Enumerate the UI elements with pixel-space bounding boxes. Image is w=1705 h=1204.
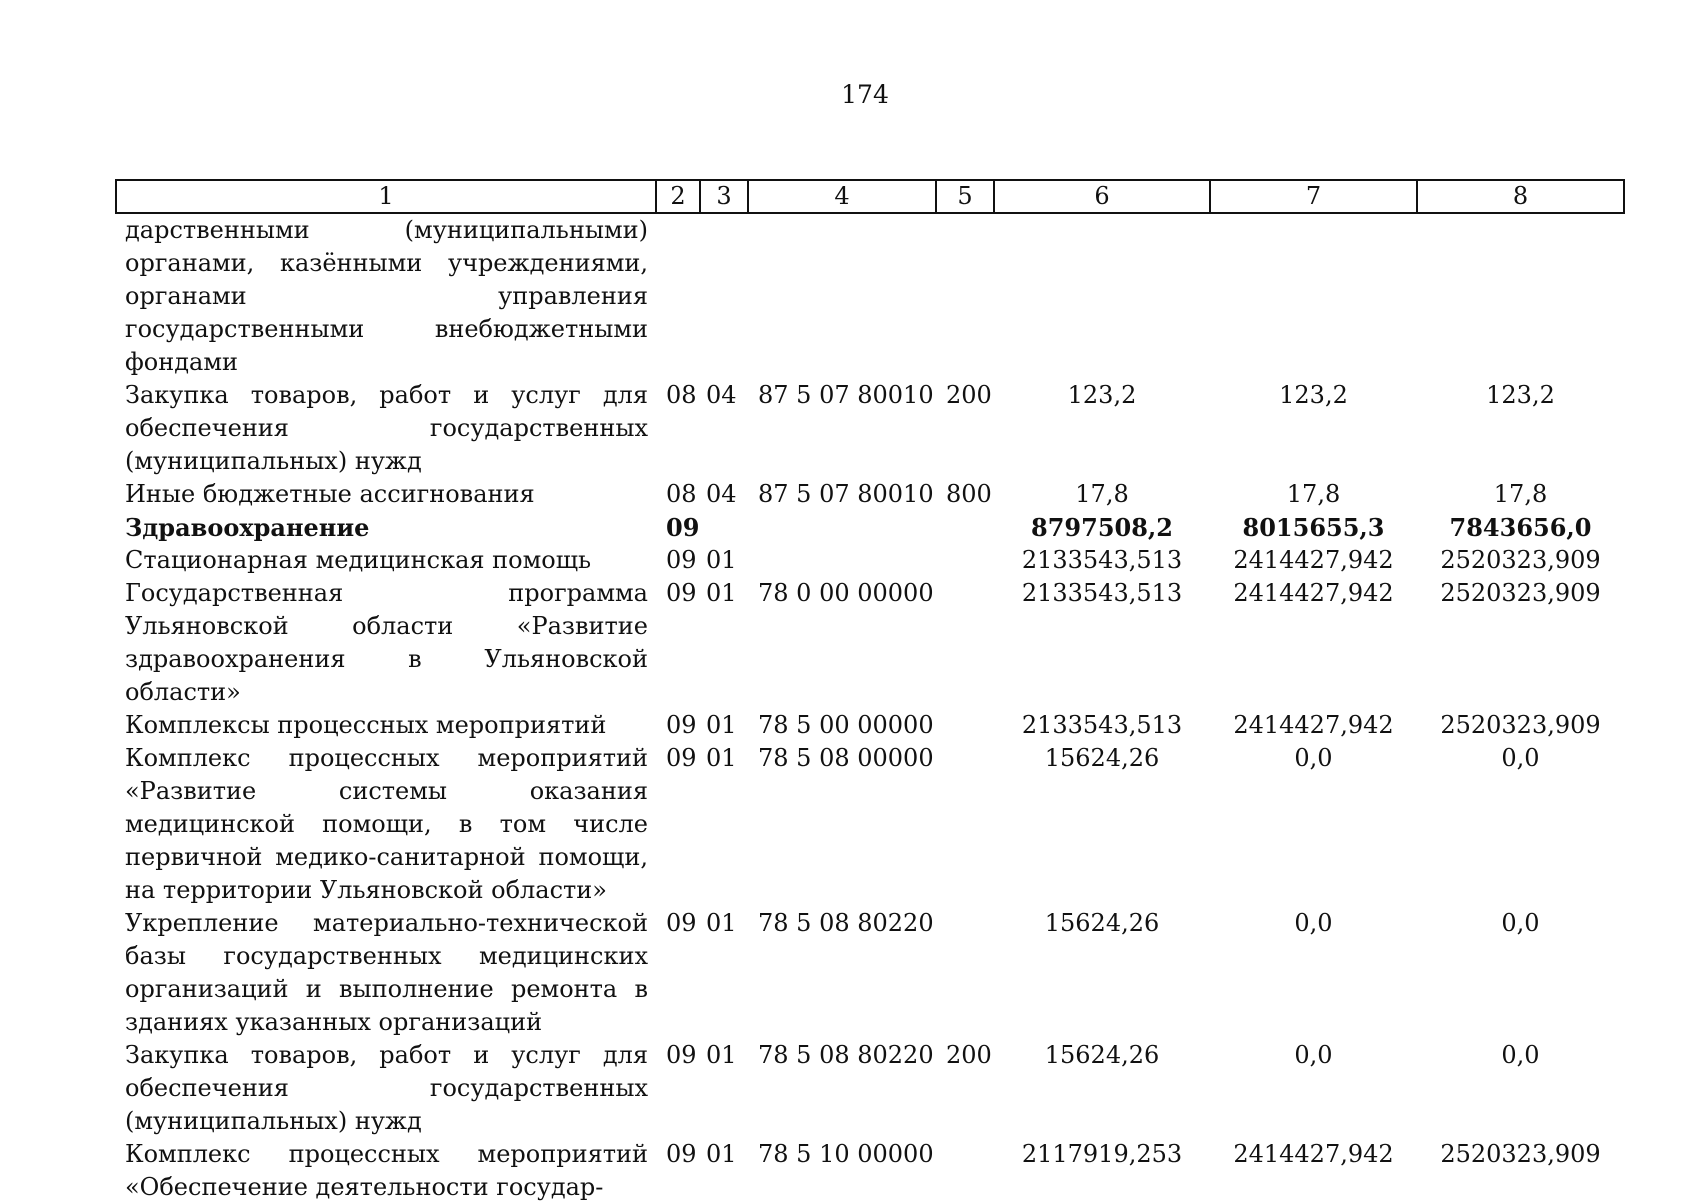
header-col-8: 8	[1417, 180, 1624, 213]
row-target-article-code	[748, 213, 936, 379]
row-expense-type-code	[936, 742, 994, 907]
row-target-article-code: 78 5 08 80220	[758, 909, 934, 937]
row-amount-col-6: 2133543,513	[1021, 546, 1183, 574]
row-amount-col-8: 2520323,909	[1440, 711, 1601, 739]
row-amount-col-7: 2414427,942	[1233, 579, 1394, 607]
row-section-code: 09	[666, 744, 697, 772]
row-subsection-code: 01	[706, 1140, 737, 1168]
table-row	[116, 907, 1624, 1039]
row-amount-col-7: 123,2	[1279, 381, 1348, 409]
row-name-cell: Здравоохранение	[125, 513, 370, 542]
row-amount-col-6: 15624,26	[1044, 744, 1160, 772]
row-name-cell: Комплекс процессных мероприятий «Обеспечение деятельности государ-	[125, 1140, 648, 1201]
row-amount-col-7: 8015655,3	[1242, 513, 1385, 542]
row-target-article-code: 78 5 00 00000	[758, 711, 934, 739]
row-section-code: 08	[666, 381, 697, 409]
row-expense-type-code: 200	[946, 381, 992, 409]
row-name-cell: Закупка товаров, работ и услуг для обеспечения государственных (муниципальных) нужд	[125, 1041, 648, 1135]
row-name-cell: Стационарная медицинская помощь	[125, 546, 592, 574]
row-amount-col-6: 8797508,2	[1031, 513, 1173, 542]
header-col-4: 4	[748, 180, 936, 213]
row-target-article-code: 87 5 07 80010	[758, 381, 934, 409]
table-row	[116, 709, 1624, 742]
table-row	[116, 213, 1624, 379]
row-amount-col-6: 15624,26	[1044, 1041, 1160, 1069]
row-amount-col-6: 123,2	[1067, 381, 1137, 409]
row-section-code: 08	[666, 480, 697, 508]
row-name-cell: Закупка товаров, работ и услуг для обеспечения государственных (муниципальных) нужд	[125, 381, 648, 475]
row-subsection-code: 04	[706, 480, 737, 508]
row-amount-col-7: 2414427,942	[1233, 546, 1394, 574]
row-subsection-code: 04	[706, 381, 737, 409]
page-number: 174	[841, 80, 889, 109]
header-col-3: 3	[700, 180, 748, 213]
table-row	[116, 379, 1624, 478]
table-row	[116, 577, 1624, 709]
table-row	[116, 742, 1624, 907]
row-name-cell: Укрепление материально-технической базы государственных медицинских организаций и выполнение ремонта в зданиях указанных организаций	[125, 909, 648, 1036]
row-amount-col-8: 0,0	[1501, 1041, 1540, 1069]
row-subsection-code: 01	[706, 744, 737, 772]
row-expense-type-code	[936, 577, 994, 709]
row-amount-col-8: 17,8	[1493, 480, 1548, 508]
row-target-article-code: 78 5 10 00000	[758, 1140, 934, 1168]
row-subsection-code	[700, 213, 748, 379]
row-subsection-code	[700, 511, 748, 544]
row-amount-col-7: 2414427,942	[1233, 1140, 1394, 1168]
row-amount-col-6	[994, 213, 1210, 379]
row-subsection-code: 01	[706, 546, 737, 574]
row-target-article-code: 78 5 08 00000	[758, 744, 934, 772]
row-amount-col-8: 2520323,909	[1440, 1140, 1601, 1168]
row-amount-col-8: 0,0	[1501, 909, 1540, 937]
row-amount-col-8: 2520323,909	[1440, 579, 1601, 607]
table-row	[116, 1138, 1624, 1204]
header-col-6: 6	[994, 180, 1210, 213]
row-name-cell: Комплекс процессных мероприятий «Развитие системы оказания медицинской помощи, в том числе первичной медико-санитарной помощи, на территории Ульяновской области»	[125, 744, 648, 904]
row-amount-col-7: 0,0	[1294, 909, 1333, 937]
row-expense-type-code	[936, 544, 994, 577]
header-col-5: 5	[936, 180, 994, 213]
row-amount-col-6: 15624,26	[1044, 909, 1160, 937]
row-amount-col-7: 0,0	[1294, 744, 1333, 772]
table-row	[116, 1039, 1624, 1138]
row-target-article-code	[748, 511, 936, 544]
row-section-code: 09	[666, 579, 697, 607]
row-subsection-code: 01	[706, 711, 737, 739]
row-subsection-code: 01	[706, 1041, 737, 1069]
table-row	[116, 511, 1624, 544]
row-amount-col-8	[1417, 213, 1624, 379]
row-amount-col-7	[1210, 213, 1417, 379]
row-amount-col-7: 17,8	[1286, 480, 1341, 508]
row-subsection-code: 01	[706, 579, 737, 607]
row-target-article-code: 78 0 00 00000	[758, 579, 934, 607]
row-name-cell: дарственными (муниципальными) органами, казёнными учреждениями, органами управления государственными внебюджетными фондами	[125, 216, 648, 376]
row-amount-col-6: 2133543,513	[1021, 711, 1183, 739]
table-body	[116, 213, 1624, 1204]
header-col-2: 2	[656, 180, 700, 213]
table-header-row	[116, 180, 1624, 213]
table-row	[116, 544, 1624, 577]
row-expense-type-code	[936, 709, 994, 742]
row-amount-col-8: 0,0	[1501, 744, 1540, 772]
table-row	[116, 478, 1624, 511]
row-section-code: 09	[666, 909, 697, 937]
row-amount-col-6: 2117919,253	[1021, 1140, 1183, 1168]
row-name-cell: Государственная программа Ульяновской области «Развитие здравоохранения в Ульяновской области»	[125, 579, 648, 706]
row-amount-col-8: 7843656,0	[1449, 513, 1592, 542]
row-name-cell: Комплексы процессных мероприятий	[125, 711, 607, 739]
row-amount-col-8: 123,2	[1486, 381, 1555, 409]
row-expense-type-code: 200	[946, 1041, 992, 1069]
row-section-code: 09	[666, 513, 700, 542]
row-amount-col-7: 0,0	[1294, 1041, 1333, 1069]
row-expense-type-code	[936, 213, 994, 379]
row-target-article-code	[748, 544, 936, 577]
row-amount-col-6: 17,8	[1075, 480, 1129, 508]
row-expense-type-code	[936, 511, 994, 544]
row-expense-type-code	[936, 1138, 994, 1204]
row-amount-col-6: 2133543,513	[1021, 579, 1183, 607]
budget-table	[115, 179, 1625, 1204]
row-section-code	[656, 213, 700, 379]
row-name-cell: Иные бюджетные ассигнования	[125, 480, 535, 508]
row-section-code: 09	[666, 1041, 697, 1069]
row-subsection-code: 01	[706, 909, 737, 937]
row-expense-type-code: 800	[946, 480, 992, 508]
row-amount-col-7: 2414427,942	[1233, 711, 1394, 739]
row-section-code: 09	[666, 711, 697, 739]
row-expense-type-code	[936, 907, 994, 1039]
row-amount-col-8: 2520323,909	[1440, 546, 1601, 574]
row-target-article-code: 78 5 08 80220	[758, 1041, 934, 1069]
row-section-code: 09	[666, 1140, 697, 1168]
header-col-1: 1	[116, 180, 656, 213]
row-target-article-code: 87 5 07 80010	[758, 480, 934, 508]
row-section-code: 09	[666, 546, 697, 574]
header-col-7: 7	[1210, 180, 1417, 213]
